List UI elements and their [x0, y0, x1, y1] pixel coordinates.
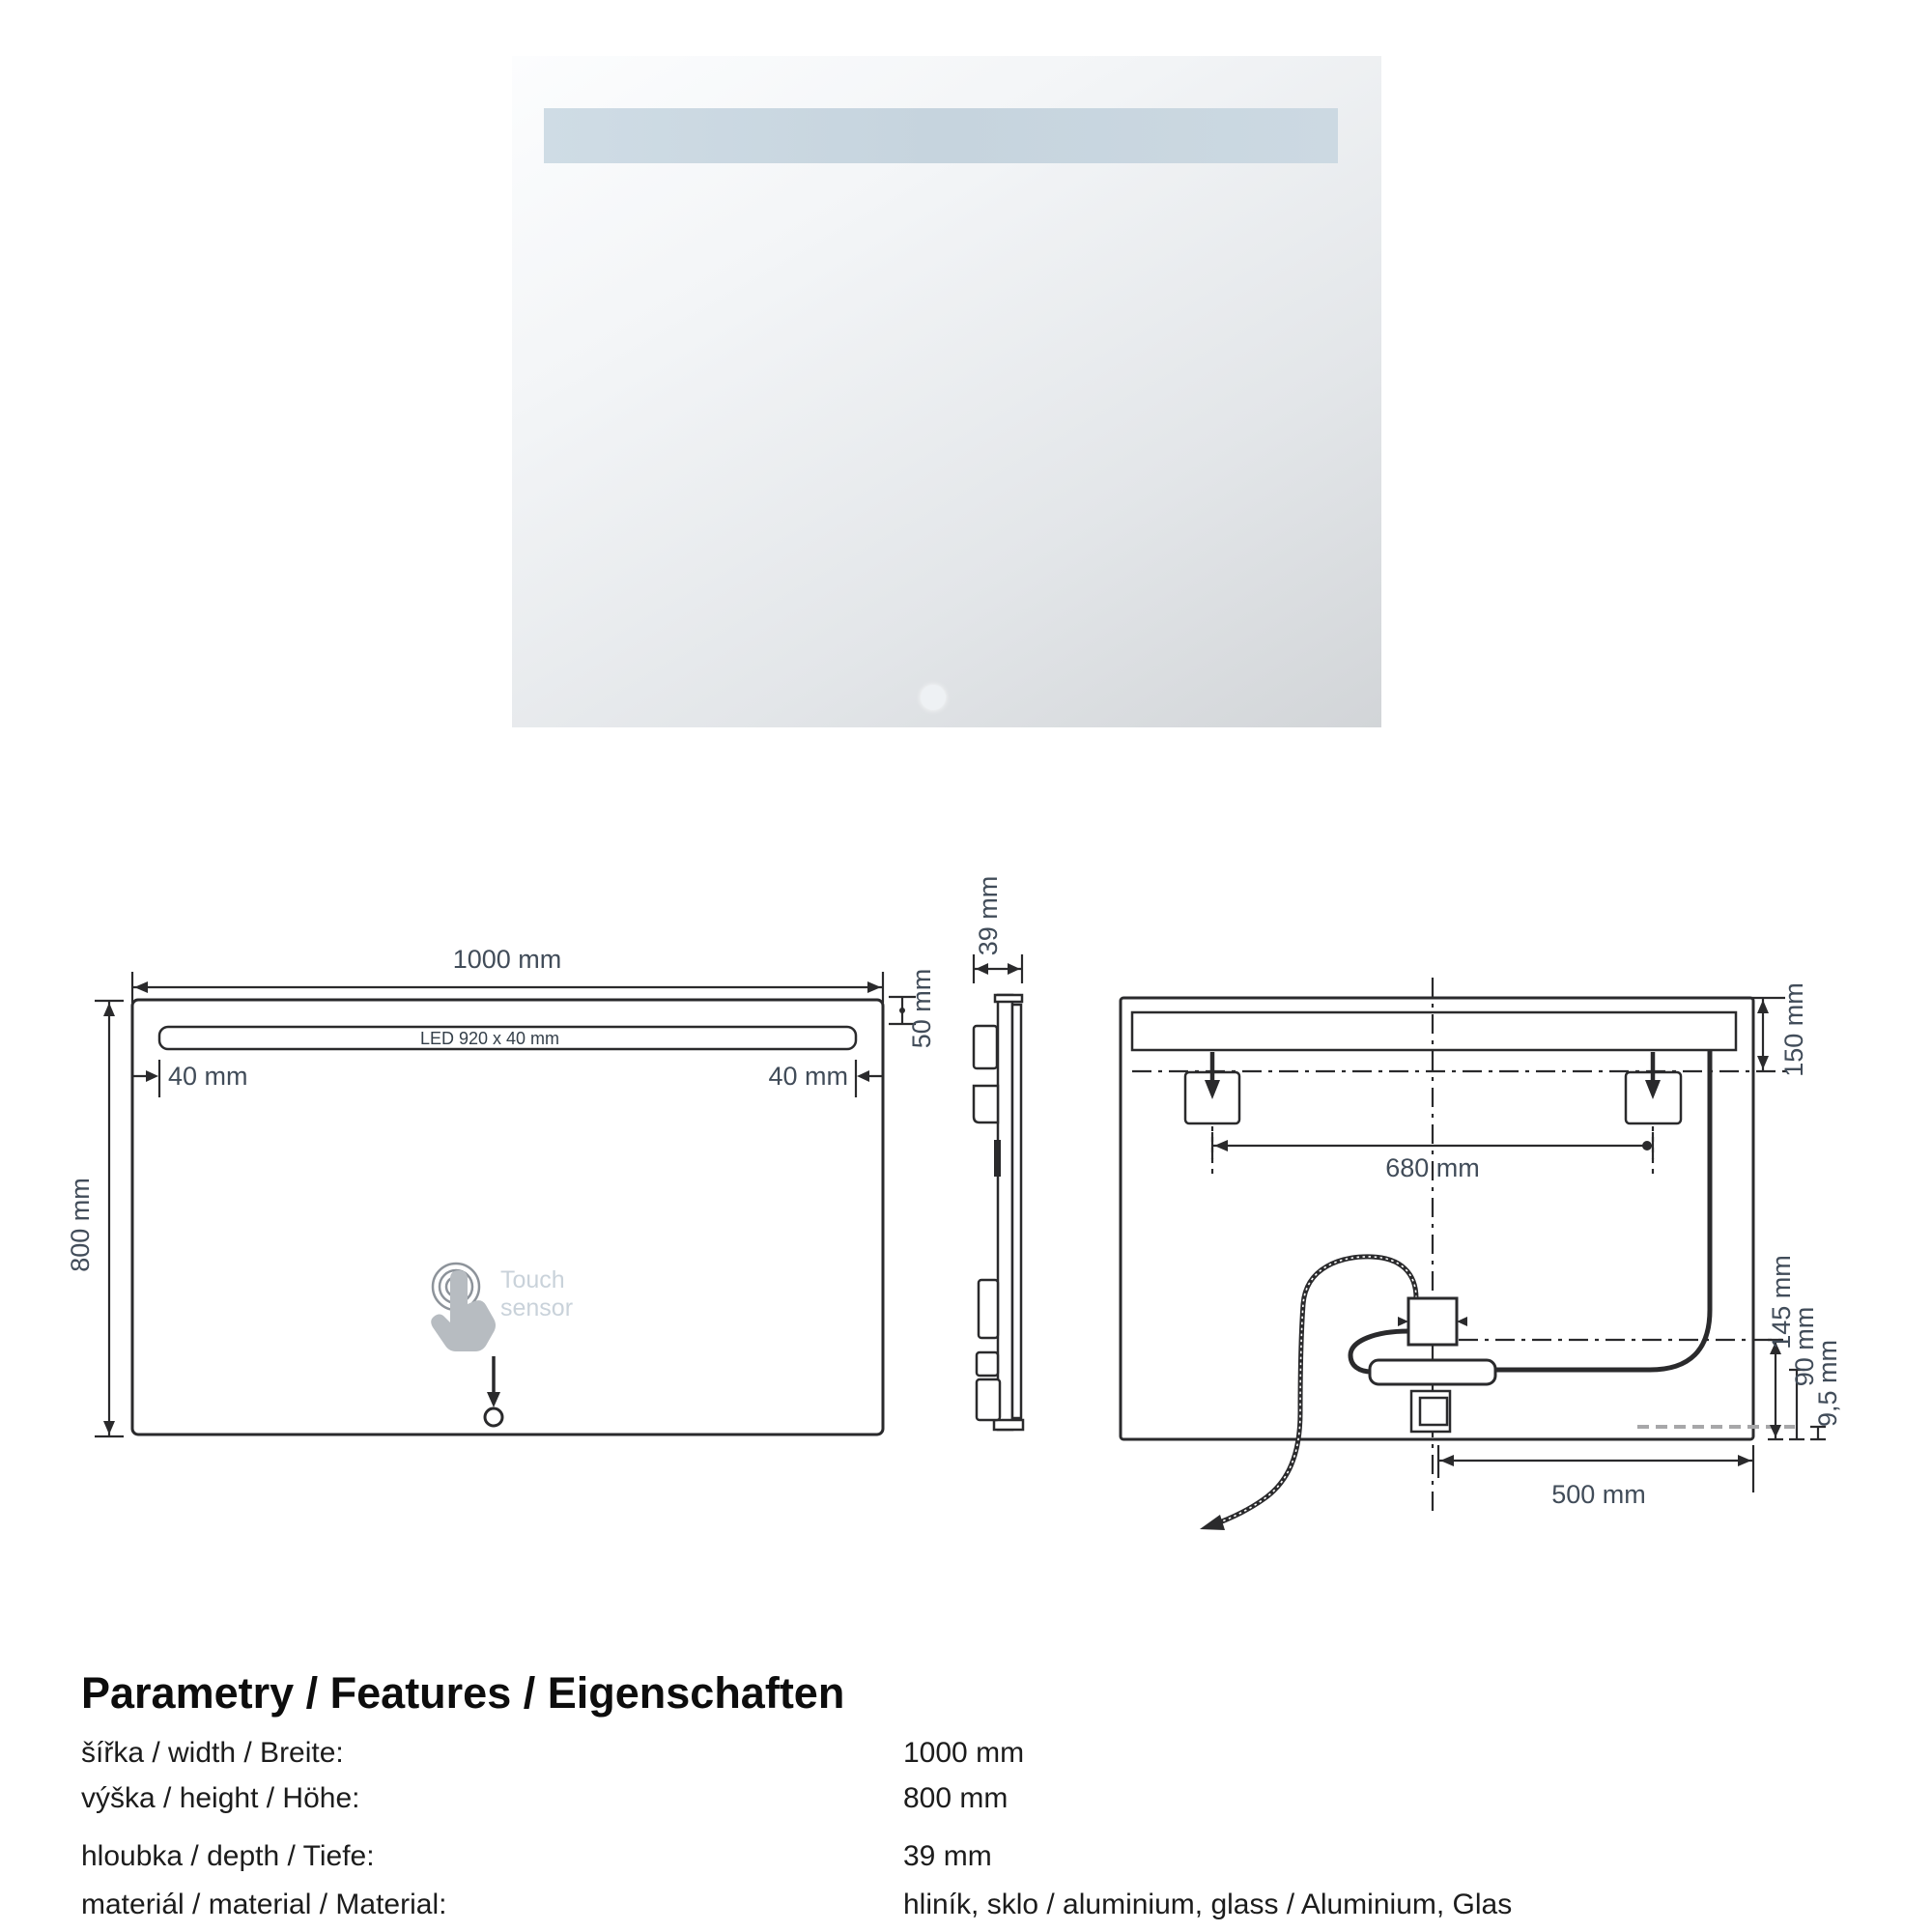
touch-label-line2: sensor: [500, 1294, 574, 1321]
back-led-driver: [1370, 1360, 1495, 1384]
back-led-housing: [1132, 1012, 1736, 1050]
back-cable-clamp: [1411, 1391, 1450, 1432]
param-value: 39 mm: [903, 1840, 992, 1872]
side-hook-bracket: [974, 1086, 998, 1122]
param-value: 1000 mm: [903, 1737, 1025, 1769]
side-driver-profile: [979, 1280, 998, 1338]
front-view-drawing: [66, 945, 936, 1436]
back-cable-offset-dimension: 500 mm: [1551, 1480, 1646, 1509]
back-driver-level-dimension: 90 mm: [1790, 1306, 1819, 1387]
touch-label-line1: Touch: [500, 1266, 565, 1293]
back-bracket-spacing-dimension: 680 mm: [1385, 1153, 1480, 1182]
side-glass-profile: [998, 995, 1012, 1430]
param-label: výška / height / Höhe:: [81, 1782, 360, 1814]
front-right-offset: 40 mm: [768, 1062, 848, 1091]
front-led-label: LED 920 x 40 mm: [419, 1029, 560, 1048]
front-top-offset: 50 mm: [907, 968, 936, 1049]
parameters-title: Parametry / Features / Eigenschaften: [81, 1668, 845, 1718]
param-label: hloubka / depth / Tiefe:: [81, 1840, 375, 1872]
param-label: šířka / width / Breite:: [81, 1737, 344, 1769]
param-value: hliník, sklo / aluminium, glass / Aluminium, Glas: [903, 1889, 1513, 1920]
front-width-dimension: 1000 mm: [452, 945, 562, 974]
back-view-drawing: [1121, 978, 1842, 1530]
back-junction-box: [1408, 1298, 1457, 1345]
side-view-drawing: [974, 876, 1023, 1430]
front-height-dimension: 800 mm: [66, 1178, 95, 1272]
param-label: materiál / material / Material:: [81, 1889, 447, 1920]
side-backpanel-profile: [1012, 1005, 1021, 1418]
param-value: 800 mm: [903, 1782, 1009, 1814]
back-bottom-level-dimension: 9,5 mm: [1813, 1339, 1842, 1428]
back-top-to-bracket-dimension: 150 mm: [1779, 982, 1808, 1077]
front-left-offset: 40 mm: [168, 1062, 248, 1091]
front-sensor-position-circle: [485, 1408, 502, 1426]
side-depth-dimension: 39 mm: [974, 875, 1003, 956]
back-box-level-dimension: 145 mm: [1767, 1255, 1796, 1350]
side-bracket-top: [974, 1026, 997, 1068]
